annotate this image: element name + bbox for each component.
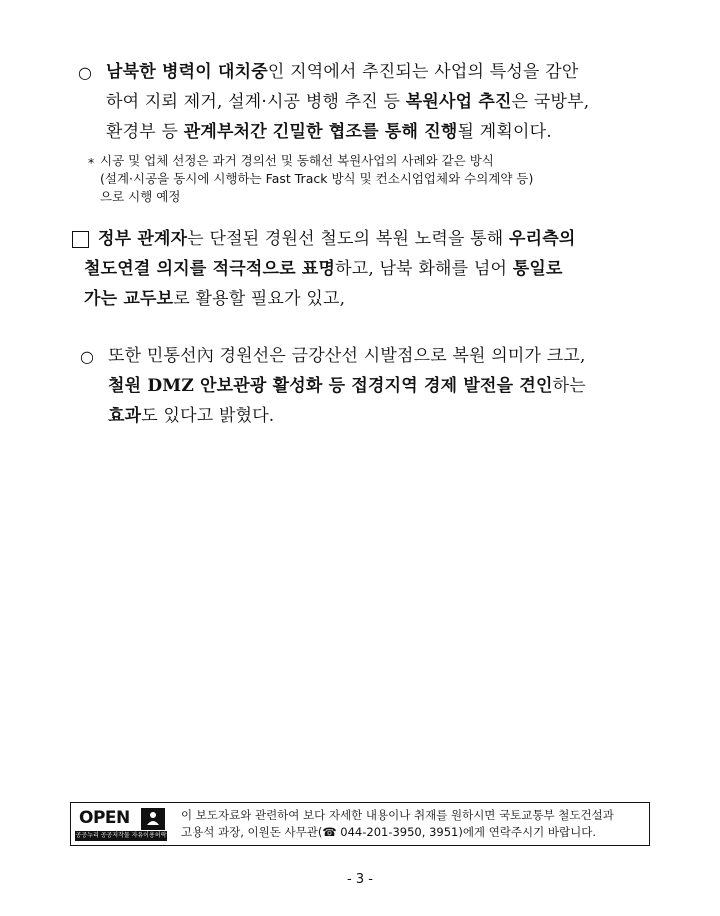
note-line1: 시공 및 업체 선정은 과거 경의선 및 동해선 복원사업의 사례와 같은 방식 <box>100 153 494 168</box>
bold-run: 철도연결 의지를 적극적으로 표명 <box>84 259 336 279</box>
note-line3: 으로 시행 예정 <box>100 189 181 204</box>
text-run: 은 국방부, <box>511 92 590 112</box>
page-number: - 3 - <box>347 872 373 887</box>
bold-run: 관계부처간 긴밀한 협조를 통해 진행 <box>183 122 458 142</box>
bullet1-line2 <box>106 88 589 116</box>
contact-footer-box <box>70 802 650 846</box>
bold-run: 복원사업 추진 <box>405 92 512 112</box>
bold-run: 철원 DMZ 안보관광 활성화 등 접경지역 경제 발전을 견인 <box>108 376 553 396</box>
text-run: 로 활용할 필요가 있고, <box>173 289 346 309</box>
bold-run: 우리측의 <box>509 229 576 249</box>
bullet2-line2 <box>108 372 586 400</box>
section-line1 <box>98 225 576 253</box>
bold-run: 남북한 병력이 대치중 <box>106 62 268 82</box>
section-line2 <box>84 255 563 283</box>
bold-run: 가는 교두보 <box>84 289 174 309</box>
contact-text <box>181 807 614 841</box>
text-run: 될 계획이다. <box>457 122 552 142</box>
text-run: 하여 지뢰 제거, 설계·시공 병행 추진 등 <box>106 92 406 112</box>
open-logo-text: OPEN <box>79 808 130 828</box>
note-line2: (설계·시공을 동시에 시행하는 Fast Track 방식 및 컨소시엄업체와 수의계약 등) <box>100 171 534 186</box>
text-run: 인 지역에서 추진되는 사업의 특성을 감안 <box>267 62 579 82</box>
text-run: 환경부 등 <box>106 122 184 142</box>
text-run: 하고, 남북 화해를 넘어 <box>335 259 513 279</box>
person-badge-icon <box>141 808 165 830</box>
contact-line1: 이 보도자료와 관련하여 보다 자세한 내용이나 취재를 원하시면 국토교통부 철도건설과 <box>181 808 614 822</box>
bullet1-line1 <box>106 58 578 86</box>
bullet-marker: ○ <box>80 347 94 366</box>
section-line3 <box>84 285 345 313</box>
bullet2-line3 <box>108 402 274 430</box>
bullet-marker: ○ <box>78 63 92 82</box>
note-marker: * <box>88 155 95 170</box>
kogl-open-logo <box>75 806 167 841</box>
section-box-icon <box>72 231 89 248</box>
text-run: 도 있다고 밝혔다. <box>141 406 275 426</box>
bullet1-line3 <box>106 118 552 146</box>
bold-run: 정부 관계자 <box>98 229 188 249</box>
text-run: 하는 <box>552 376 586 396</box>
logo-caption: 공공누리 공공저작물 자유이용허락 <box>75 832 167 839</box>
bold-run: 통일로 <box>512 259 563 279</box>
bullet2-line1 <box>108 342 586 370</box>
text-run: 또한 민통선內 경원선은 금강산선 시발점으로 복원 의미가 크고, <box>108 346 586 366</box>
contact-line2: 고용석 과장, 이원돈 사무관(☎ 044-201-3950, 3951)에게 연락주시기 바랍니다. <box>181 825 596 839</box>
text-run: 는 단절된 경원선 철도의 복원 노력을 통해 <box>187 229 510 249</box>
bold-run: 효과 <box>108 406 142 426</box>
